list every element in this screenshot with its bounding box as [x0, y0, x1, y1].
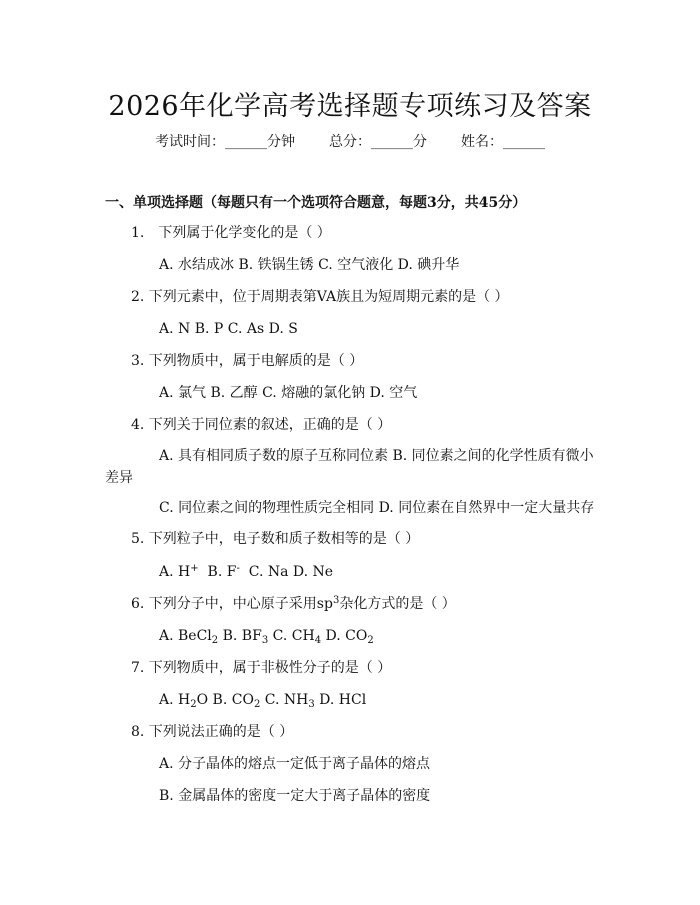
question-6-options: [159, 627, 374, 645]
q6-option-d: D. CO: [325, 628, 368, 644]
question-3-options: A. 氯气 B. 乙醇 C. 熔融的氯化钠 D. 空气: [159, 385, 418, 401]
q7-option-a-sub: 2: [190, 699, 197, 710]
q6-option-a-sub: 2: [211, 635, 219, 646]
question-6-stem: [131, 595, 456, 613]
question-2-stem: 2. 下列元素中，位于周期表第VA族且为短周期元素的是（ ）: [131, 289, 509, 305]
question-4-options-line1: A. 具有相同质子数的原子互称同位素 B. 同位素之间的化学性质有微小: [159, 448, 594, 464]
q5-option-a-charge: +: [190, 563, 199, 574]
question-7-options: [159, 691, 366, 709]
q6-option-c-sub: 4: [314, 635, 322, 646]
q7-option-a-post: O: [196, 692, 209, 708]
q6-stem-post: 杂化方式的是（ ）: [339, 596, 456, 612]
q7-option-a: A. H: [159, 692, 191, 708]
page-title: 2026年化学高考选择题专项练习及答案: [108, 91, 592, 122]
question-7-stem: 7. 下列物质中，属于非极性分子的是（ ）: [131, 660, 392, 676]
question-1-options: A. 水结成冰 B. 铁锅生锈 C. 空气液化 D. 碘升华: [159, 257, 460, 273]
total-score-field: 总分：______分: [329, 134, 427, 150]
q6-option-d-sub: 2: [367, 635, 374, 646]
q6-stem-sup: 3: [332, 595, 340, 606]
question-1-stem: 1. 下列属于化学变化的是（ ）: [131, 225, 331, 241]
q6-option-b: B. BF: [222, 628, 262, 644]
question-3-stem: 3. 下列物质中，属于电解质的是（ ）: [131, 353, 364, 369]
exam-meta: [0, 131, 700, 151]
question-4-options-line1-cont: 差异: [105, 470, 133, 486]
q5-option-cd: C. Na D. Ne: [248, 564, 334, 580]
question-4-stem: 4. 下列关于同位素的叙述，正确的是（ ）: [131, 417, 392, 433]
q6-stem-pre: 6. 下列分子中，中心原子采用sp: [131, 596, 333, 612]
q7-option-c: C. NH: [264, 692, 309, 708]
section-heading: 一、单项选择题（每题只有一个选项符合题意，每题3分，共45分）: [105, 195, 527, 211]
q7-option-c-sub: 3: [308, 699, 315, 710]
q5-option-b: B. F: [207, 564, 237, 580]
q6-option-c: C. CH: [272, 628, 315, 644]
student-name-field: 姓名：______: [461, 134, 545, 150]
q7-option-b: B. CO: [212, 692, 254, 708]
q6-option-a: A. BeCl: [159, 628, 212, 644]
question-8-stem: 8. 下列说法正确的是（ ）: [131, 724, 294, 740]
question-4-options-line2: C. 同位素之间的物理性质完全相同 D. 同位素在自然界中一定大量共存: [159, 500, 595, 516]
q5-option-a: A. H: [159, 564, 191, 580]
q7-option-b-sub: 2: [253, 699, 261, 710]
question-8-option-a: A. 分子晶体的熔点一定低于离子晶体的熔点: [159, 756, 431, 772]
question-5-stem: 5. 下列粒子中，电子数和质子数相等的是（ ）: [131, 531, 420, 547]
exam-time-field: 考试时间：______分钟: [155, 134, 295, 150]
question-2-options: A. N B. P C. As D. S: [159, 321, 298, 337]
question-8-option-b: B. 金属晶体的密度一定大于离子晶体的密度: [159, 788, 431, 804]
q7-option-d: D. HCl: [319, 692, 367, 708]
q6-option-b-sub: 3: [261, 635, 269, 646]
q5-option-b-charge: -: [236, 563, 240, 574]
question-5-options: [159, 563, 333, 581]
